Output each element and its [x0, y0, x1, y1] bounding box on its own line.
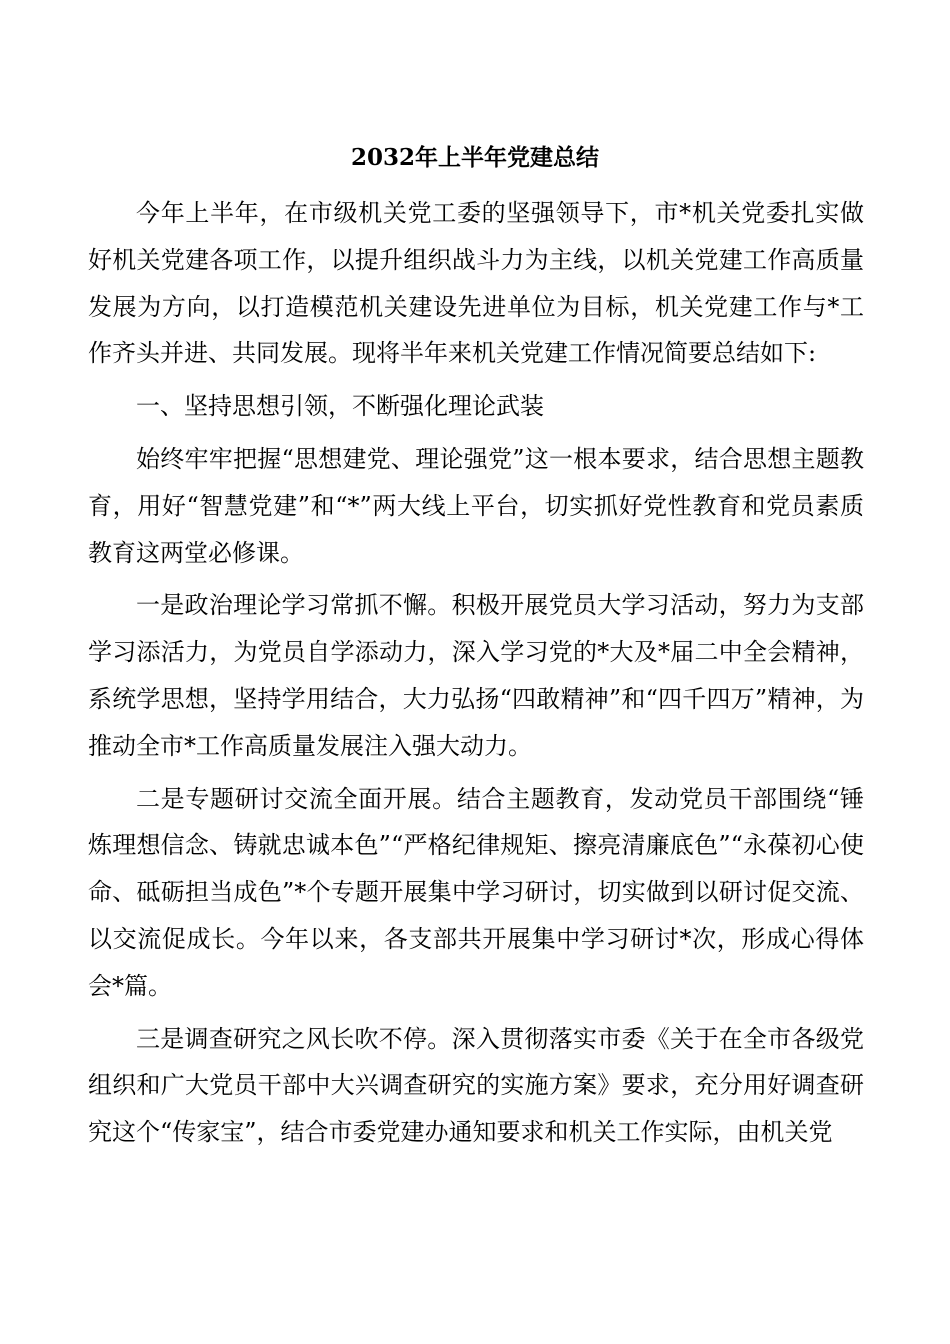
document-body	[88, 190, 864, 1162]
document-title: 2032年上半年党建总结	[350, 144, 599, 171]
paragraph-point-2: 二是专题研讨交流全面开展。结合主题教育，发动党员干部围绕“锤炼理想信念、铸就忠诚本色”“严格纪律规矩、擦亮清廉底色”“永葆初心使命、砥砺担当成色”*个专题开展集中学习研讨，切实做到以研讨促交流、以交流促成长。今年以来，各支部共开展集中学习研讨*次，形成心得体会*篇。	[88, 784, 864, 1000]
paragraph-point-1: 一是政治理论学习常抓不懈。积极开展党员大学习活动，努力为支部学习添活力，为党员自学添动力，深入学习党的*大及*届二中全会精神，系统学思想，坚持学用结合，大力弘扬“四敢精神”和“四千四万”精神，为推动全市*工作高质量发展注入强大动力。	[88, 591, 864, 760]
paragraph-intro: 今年上半年，在市级机关党工委的坚强领导下，市*机关党委扎实做好机关党建各项工作，以提升组织战斗力为主线，以机关党建工作高质量发展为方向，以打造模范机关建设先进单位为目标，机关党建工作与*工作齐头并进、共同发展。现将半年来机关党建工作情况简要总结如下:	[88, 199, 864, 368]
paragraph-section-1-summary: 始终牢牢把握“思想建党、理论强党”这一根本要求，结合思想主题教育，用好“智慧党建”和“*”两大线上平台，切实抓好党性教育和党员素质教育这两堂必修课。	[88, 444, 864, 567]
paragraph-point-3: 三是调查研究之风长吹不停。深入贯彻落实市委《关于在全市各级党组织和广大党员干部中大兴调查研究的实施方案》要求，充分用好调查研究这个“传家宝”，结合市委党建办通知要求和机关工作实际，由机关党	[88, 1024, 864, 1147]
section-heading-1: 一、坚持思想引领，不断强化理论武装	[136, 392, 544, 421]
